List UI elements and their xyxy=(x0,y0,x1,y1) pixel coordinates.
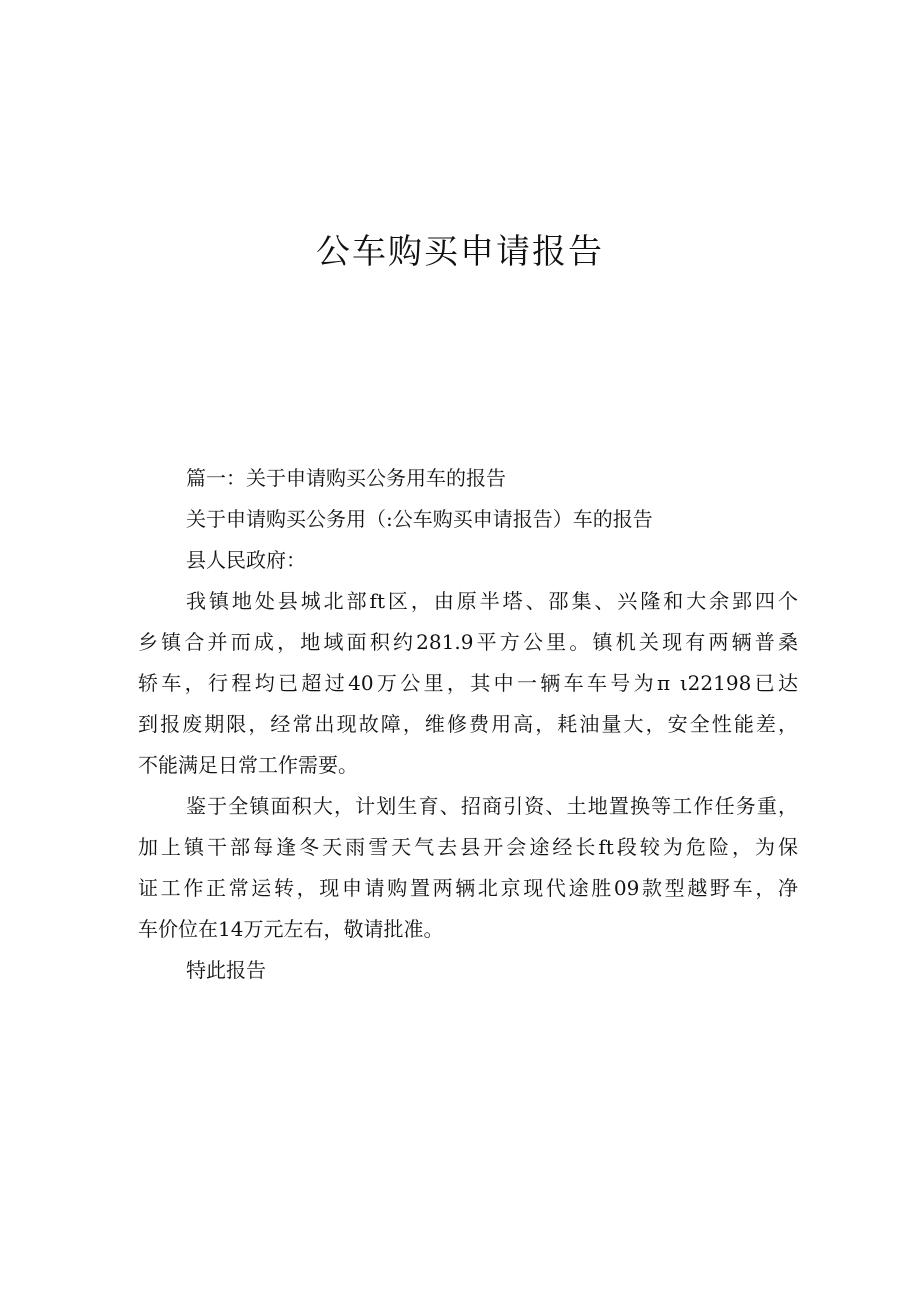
paragraph-2-line: 证工作正常运转，现申请购置两辆北京现代途胜09款型越野车，净 xyxy=(138,876,798,900)
paragraph-2 xyxy=(138,786,798,950)
closing xyxy=(138,950,798,991)
paragraph-1-line: 不能满足日常工作需要。 xyxy=(138,753,358,777)
closing-text: 特此报告 xyxy=(186,958,266,982)
paragraph-2-line: 车价位在14万元左右，敬请批准。 xyxy=(138,917,444,941)
document-body xyxy=(138,458,798,991)
paragraph-2-line: 鉴于全镇面积大，计划生育、招商引资、土地置换等工作任务重， xyxy=(186,794,798,818)
paragraph-1 xyxy=(138,581,798,786)
report-heading xyxy=(138,499,798,540)
paragraph-1-line: 轿车，行程均已超过40万公里，其中一辆车车号为π ι22198已达 xyxy=(138,671,798,695)
paragraph-2-line: 加上镇干部每逢冬天雨雪天气去县开会途经长ft段较为危险，为保 xyxy=(138,835,798,859)
paragraph-1-line: 到报废期限，经常出现故障，维修费用高，耗油量大，安全性能差， xyxy=(138,712,798,736)
salutation-text: 县人民政府： xyxy=(186,548,306,572)
section-heading-text: 篇一：关于申请购买公务用车的报告 xyxy=(186,466,506,490)
document-title: 公车购买申请报告 xyxy=(316,232,604,272)
paragraph-1-line: 我镇地处县城北部ft区，由原半塔、邵集、兴隆和大余郢四个 xyxy=(186,589,798,613)
paragraph-1-line: 乡镇合并而成，地域面积约281.9平方公里。镇机关现有两辆普桑 xyxy=(138,630,798,654)
report-heading-text: 关于申请购买公务用（:公车购买申请报告）车的报告 xyxy=(186,507,653,531)
section-heading xyxy=(138,458,798,499)
salutation xyxy=(138,540,798,581)
